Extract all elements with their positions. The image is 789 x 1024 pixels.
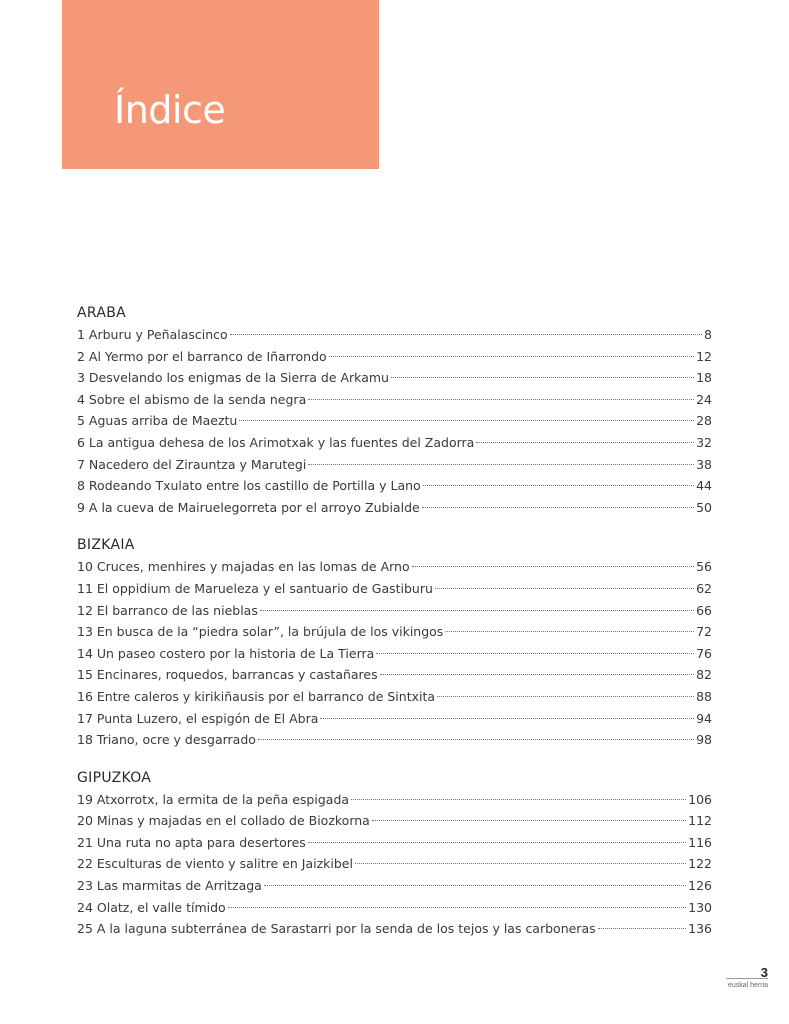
toc-entry <box>77 853 712 875</box>
toc-entry-page: 82 <box>696 667 712 683</box>
toc-entry <box>77 789 712 811</box>
toc-entry-title: 18 Triano, ocre y desgarrado <box>77 732 256 748</box>
toc-entry-page: 12 <box>696 348 712 364</box>
toc-entry <box>77 410 712 432</box>
toc-entry-title: 4 Sobre el abismo de la senda negra <box>77 391 307 407</box>
toc-entry <box>77 664 712 686</box>
toc-entry-page: 66 <box>696 602 712 618</box>
toc-entry-title: 10 Cruces, menhires y majadas en las lomas de Arno <box>77 559 410 575</box>
toc-entry-title: 1 Arburu y Peñalascinco <box>77 327 228 342</box>
dot-leader <box>380 674 694 675</box>
toc-entry <box>77 454 712 476</box>
toc-entry-title: 14 Un paseo costero por la historia de La Tierra <box>77 645 375 661</box>
toc-entry-title: 13 En busca de la “piedra solar”, la brújula de los vikingos <box>77 624 444 640</box>
section-title: GIPUZKOA <box>77 769 152 786</box>
toc-entry-title: 21 Una ruta no apta para desertores <box>77 834 306 850</box>
toc-entry-title: 22 Esculturas de viento y salitre en Jaizkibel <box>77 856 353 872</box>
toc-entry <box>77 686 712 708</box>
toc-entry-page: 136 <box>688 921 712 937</box>
table-of-contents <box>77 302 712 956</box>
toc-entry <box>77 497 712 519</box>
toc-entry-title: 20 Minas y majadas en el collado de Biozkorna <box>77 813 370 829</box>
toc-entry-title: 3 Desvelando los enigmas de la Sierra de Arkamu <box>77 370 389 386</box>
dot-leader <box>308 399 694 400</box>
toc-entry-page: 44 <box>696 478 712 494</box>
toc-entry <box>77 643 712 665</box>
dot-leader <box>476 442 694 443</box>
page-title: Índice <box>114 88 226 132</box>
toc-entry <box>77 810 712 832</box>
dot-leader <box>351 799 686 800</box>
toc-entry <box>77 832 712 854</box>
dot-leader <box>258 739 694 740</box>
dot-leader <box>355 863 686 864</box>
toc-entry <box>77 475 712 497</box>
dot-leader <box>264 885 686 886</box>
section-title: BIZKAIA <box>77 537 135 554</box>
toc-entry <box>77 875 712 897</box>
section-araba <box>77 302 712 518</box>
toc-entry <box>77 918 712 940</box>
dot-leader <box>329 356 694 357</box>
toc-entry <box>77 621 712 643</box>
toc-entry-page: 56 <box>696 559 712 575</box>
toc-entry-page: 98 <box>696 732 712 748</box>
toc-entry <box>77 578 712 600</box>
toc-entry-page: 76 <box>696 645 712 661</box>
toc-entry-page: 72 <box>696 624 712 640</box>
header-block <box>62 0 379 169</box>
dot-leader <box>372 820 686 821</box>
dot-leader <box>239 420 694 421</box>
toc-entry-title: 19 Atxorrotx, la ermita de la peña espigada <box>77 791 350 807</box>
toc-entry <box>77 432 712 454</box>
section-gipuzkoa <box>77 767 712 940</box>
toc-entry-page: 122 <box>688 856 712 872</box>
dot-leader <box>260 610 694 611</box>
toc-entry <box>77 324 712 346</box>
toc-entry-title: 8 Rodeando Txulato entre los castillo de Portilla y Lano <box>77 478 421 494</box>
toc-entry-page: 116 <box>688 834 712 850</box>
footer-label: euskal herria <box>728 982 769 989</box>
dot-leader <box>230 334 702 335</box>
dot-leader <box>308 464 694 465</box>
toc-entry <box>77 556 712 578</box>
toc-entry-title: 12 El barranco de las nieblas <box>77 602 258 618</box>
toc-entry-title: 25 A la laguna subterránea de Sarastarri por la senda de los tejos y las carboneras <box>77 921 596 937</box>
toc-entry-page: 106 <box>688 791 712 807</box>
toc-entry-title: 5 Aguas arriba de Maeztu <box>77 413 238 429</box>
section-title: ARABA <box>77 305 126 321</box>
toc-entry-page: 18 <box>696 370 712 386</box>
dot-leader <box>423 485 694 486</box>
dot-leader <box>598 928 687 929</box>
dot-leader <box>228 907 686 908</box>
section-bizkaia <box>77 534 712 750</box>
toc-entry <box>77 346 712 368</box>
toc-entry-page: 112 <box>688 813 712 829</box>
dot-leader <box>308 842 686 843</box>
dot-leader <box>320 718 694 719</box>
toc-entry-title: 23 Las marmitas de Arritzaga <box>77 878 262 894</box>
toc-entry-title: 15 Encinares, roquedos, barrancas y castañares <box>77 667 378 683</box>
dot-leader <box>391 377 694 378</box>
toc-entry <box>77 600 712 622</box>
toc-entry-title: 7 Nacedero del Zirauntza y Marutegi <box>77 456 307 472</box>
toc-entry-page: 130 <box>688 899 712 915</box>
dot-leader <box>412 566 694 567</box>
toc-entry-page: 94 <box>696 710 712 726</box>
toc-entry-title: 2 Al Yermo por el barranco de Iñarrondo <box>77 348 327 364</box>
toc-entry-page: 24 <box>696 391 712 407</box>
toc-entry-page: 88 <box>696 688 712 704</box>
dot-leader <box>437 696 694 697</box>
toc-entry <box>77 729 712 751</box>
toc-entry-title: 24 Olatz, el valle tímido <box>77 899 226 915</box>
dot-leader <box>422 507 694 508</box>
toc-entry-page: 50 <box>696 499 712 515</box>
toc-entry-page: 8 <box>704 327 712 342</box>
toc-entry-page: 32 <box>696 434 712 450</box>
toc-entry-title: 16 Entre caleros y kirikiñausis por el barranco de Sintxita <box>77 688 436 704</box>
toc-entry-page: 62 <box>696 580 712 596</box>
page-number: 3 <box>760 965 768 980</box>
toc-entry-title: 9 A la cueva de Mairuelegorreta por el arroyo Zubialde <box>77 499 420 515</box>
dot-leader <box>445 631 694 632</box>
toc-entry <box>77 897 712 919</box>
toc-entry-page: 28 <box>696 413 712 429</box>
toc-entry <box>77 708 712 730</box>
toc-entry-title: 6 La antigua dehesa de los Arimotxak y las fuentes del Zadorra <box>77 434 475 450</box>
toc-entry-page: 126 <box>688 878 712 894</box>
toc-entry-title: 11 El oppidium de Marueleza y el santuario de Gastiburu <box>77 580 433 596</box>
dot-leader <box>376 653 694 654</box>
toc-entry <box>77 367 712 389</box>
toc-entry-page: 38 <box>696 456 712 472</box>
toc-entry <box>77 389 712 411</box>
dot-leader <box>435 588 694 589</box>
toc-entry-title: 17 Punta Luzero, el espigón de El Abra <box>77 710 319 726</box>
